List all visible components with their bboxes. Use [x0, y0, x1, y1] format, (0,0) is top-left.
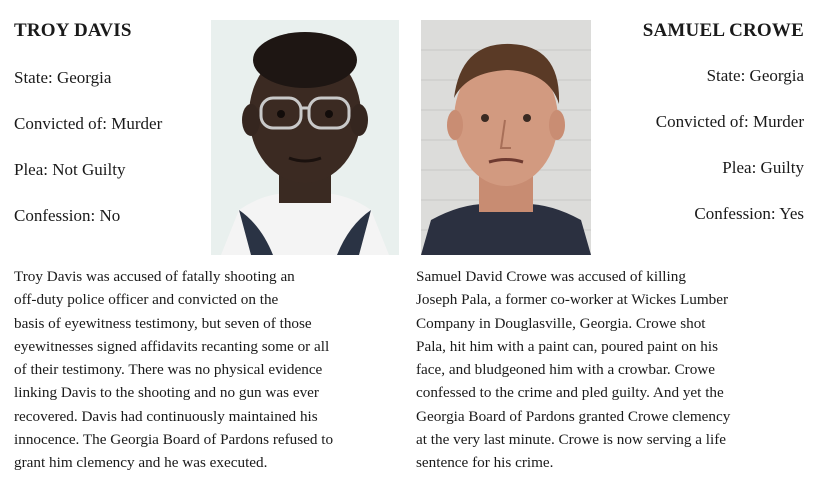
left-paragraph-line: off-duty police officer and convicted on the	[14, 291, 279, 309]
right-fact-conviction: Convicted of: Murder	[655, 112, 804, 131]
right-fact-plea: Plea: Guilty	[722, 158, 804, 177]
left-paragraph-line: grant him clemency and he was executed.	[14, 454, 268, 472]
right-paragraph-line: sentence for his crime.	[416, 454, 554, 472]
left-paragraph-line: innocence. The Georgia Board of Pardons refused to	[14, 431, 334, 449]
right-paragraph-line: at the very last minute. Crowe is now serving a life	[416, 431, 727, 449]
left-mugshot-photo	[211, 20, 399, 255]
left-paragraph-line: linking Davis to the shooting and no gun was ever	[14, 384, 319, 402]
left-fact-state: State: Georgia	[14, 68, 112, 87]
left-description-paragraph	[14, 265, 404, 475]
left-fact-confession: Confession: No	[14, 206, 121, 225]
left-paragraph-line: eyewitnesses signed affidavits recanting some or all	[14, 337, 330, 355]
right-paragraph-line: Samuel David Crowe was accused of killing	[416, 268, 686, 285]
right-paragraph-line: face, and bludgeoned him with a crowbar. Crowe	[416, 361, 716, 379]
left-paragraph-line: Troy Davis was accused of fatally shooting an	[14, 268, 295, 285]
right-description-paragraph	[416, 265, 808, 475]
right-paragraph-line: Georgia Board of Pardons granted Crowe clemency	[416, 407, 731, 425]
left-paragraph-line: of their testimony. There was no physical evidence	[14, 361, 323, 379]
left-paragraph-line: basis of eyewitness testimony, but seven of those	[14, 314, 312, 332]
left-fact-conviction: Convicted of: Murder	[14, 114, 163, 133]
left-person-name: TROY DAVIS	[14, 20, 132, 41]
right-paragraph-line: Joseph Pala, a former co-worker at Wickes Lumber	[416, 291, 729, 309]
right-paragraph-line: Company in Douglasville, Georgia. Crowe shot	[416, 314, 706, 332]
right-fact-confession: Confession: Yes	[694, 204, 804, 223]
right-person-name: SAMUEL CROWE	[642, 20, 804, 41]
left-fact-plea: Plea: Not Guilty	[14, 160, 126, 179]
right-fact-state: State: Georgia	[706, 66, 804, 85]
right-paragraph-line: Pala, hit him with a paint can, poured paint on his	[416, 337, 719, 355]
right-paragraph-line: confessed to the crime and pled guilty. And yet the	[416, 384, 724, 402]
right-mugshot-photo	[421, 20, 591, 255]
left-paragraph-line: recovered. Davis had continuously maintained his	[14, 407, 318, 425]
